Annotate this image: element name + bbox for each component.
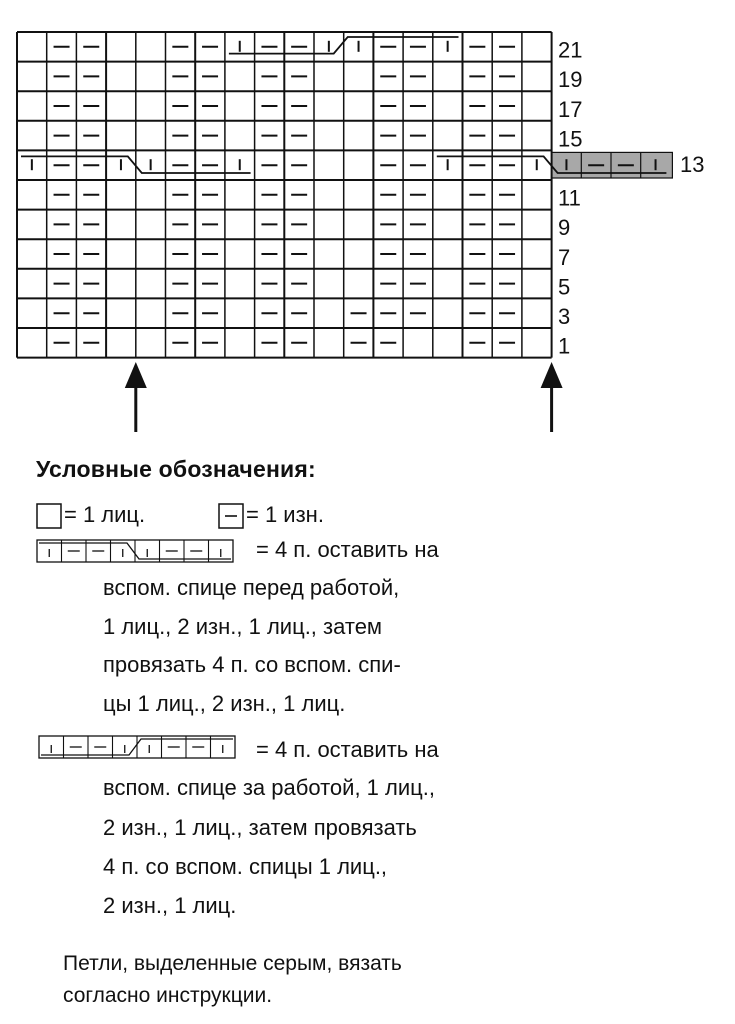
row-label: 3: [558, 304, 571, 329]
cable-right-over-icon: [35, 538, 247, 564]
cable-front-line-5: цы 1 лиц., 2 изн., 1 лиц.: [103, 691, 346, 716]
arrow-up-icon: [541, 362, 563, 388]
legend-purl-text: = 1 изн.: [246, 502, 324, 527]
cable-front-line-3: 1 лиц., 2 изн., 1 лиц., затем: [103, 614, 383, 639]
row-label: 17: [558, 96, 583, 122]
row-label: 9: [558, 215, 571, 241]
row-label: 21: [558, 37, 583, 63]
cable-left-over-icon: [37, 734, 249, 760]
row-label: 19: [558, 67, 583, 93]
note-line-2: согласно инструкции.: [63, 984, 273, 1007]
grey-extension: [552, 152, 673, 178]
legend-title: Условные обозначения:: [36, 456, 316, 482]
arrow-up-icon: [125, 362, 147, 388]
purl-square-icon: [218, 503, 244, 529]
legend-knit-text: = 1 лиц.: [64, 502, 146, 527]
cable-back-line-2: вспом. спице за работой, 1 лиц.,: [103, 775, 435, 800]
knit-square-icon: [36, 503, 62, 529]
row-label: 15: [558, 126, 583, 152]
row-label: 11: [558, 185, 581, 211]
knitting-chart: [0, 0, 735, 450]
row-label: 1: [558, 333, 571, 359]
row-label-13-extension: 13: [680, 152, 705, 177]
cable-back-line-3: 2 изн., 1 лиц., затем провязать: [103, 815, 417, 840]
cable-front-line-1: = 4 п. оставить на: [256, 537, 439, 562]
row-label: 5: [558, 274, 571, 300]
note-line-1: Петли, выделенные серым, вязать: [63, 952, 402, 975]
cable-front-line-2: вспом. спице перед работой,: [103, 575, 400, 600]
cable-back-line-5: 2 изн., 1 лиц.: [103, 893, 237, 918]
cable-front-line-4: провязать 4 п. со вспом. спи-: [103, 652, 401, 677]
cable-back-line-4: 4 п. со вспом. спицы 1 лиц.,: [103, 854, 388, 879]
row-label: 7: [558, 244, 571, 270]
cable-back-line-1: = 4 п. оставить на: [256, 737, 439, 762]
